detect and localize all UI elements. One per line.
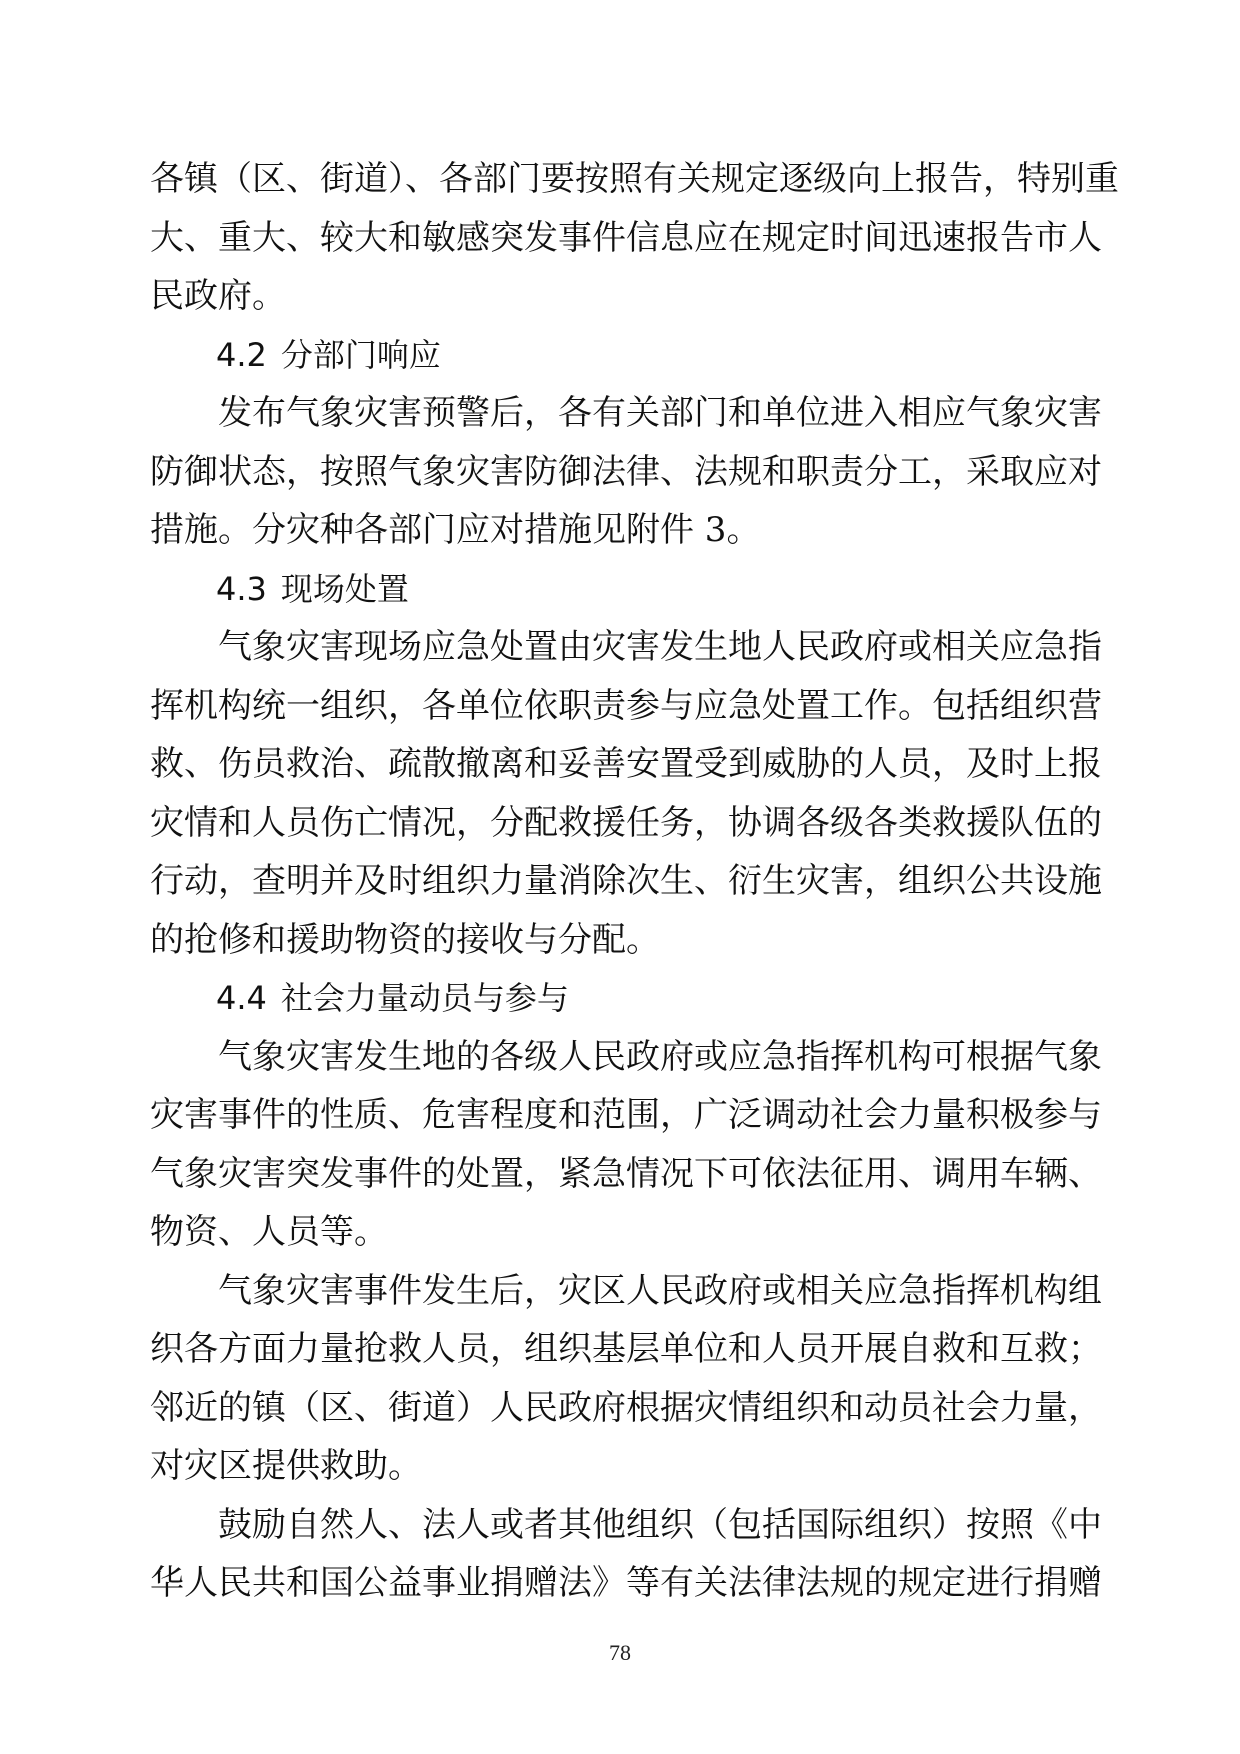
text-line: 民政府。 xyxy=(150,276,286,316)
paragraph xyxy=(150,618,1102,969)
section-title: 社会力量动员与参与 xyxy=(280,979,569,1017)
text-line: 防御状态，按照气象灾害防御法律、法规和职责分工，采取应对 xyxy=(150,451,1102,492)
text-line: 灾害事件的性质、危害程度和范围，广泛调动社会力量积极参与 xyxy=(150,1095,1102,1135)
text-line: 对灾区提供救助。 xyxy=(150,1446,422,1486)
section-heading xyxy=(150,560,1090,619)
text-line: 救、伤员救治、疏散撤离和妥善安置受到威胁的人员，及时上报 xyxy=(150,744,1102,784)
section-number: 4.2 xyxy=(216,335,267,374)
section-title: 现场处置 xyxy=(280,569,409,608)
text-line: 织各方面力量抢救人员，组织基层单位和人员开展自救和互救； xyxy=(150,1329,1102,1369)
text-line: 大、重大、较大和敏感突发事件信息应在规定时间迅速报告市人 xyxy=(150,217,1102,258)
text-line: 挥机构统一组织，各单位依职责参与应急处置工作。包括组织营 xyxy=(150,685,1102,726)
text-line: 的抢修和援助物资的接收与分配。 xyxy=(150,919,660,960)
text-line: 气象灾害发生地的各级人民政府或应急指挥机构可根据气象 xyxy=(218,1036,1102,1077)
document-body xyxy=(150,150,1119,1613)
text-line: 物资、人员等。 xyxy=(150,1212,388,1252)
text-line: 气象灾害现场应急处置由灾害发生地人民政府或相关应急指 xyxy=(218,627,1102,667)
text-line: 鼓励自然人、法人或者其他组织（包括国际组织）按照《中 xyxy=(218,1504,1102,1545)
text-line: 华人民共和国公益事业捐赠法》等有关法律法规的规定进行捐赠 xyxy=(150,1563,1102,1603)
text-line: 灾情和人员伤亡情况，分配救援任务，协调各级各类救援队伍的 xyxy=(150,802,1102,843)
paragraph xyxy=(150,150,1119,326)
text-line: 各镇（区、街道）、各部门要按照有关规定逐级向上报告，特别重 xyxy=(150,159,1119,199)
paragraph xyxy=(150,384,1102,560)
section-title: 分部门响应 xyxy=(280,335,441,374)
section-number: 4.4 xyxy=(216,979,267,1017)
text-line: 行动，查明并及时组织力量消除次生、衍生灾害，组织公共设施 xyxy=(150,861,1102,901)
paragraph xyxy=(150,1262,1102,1496)
paragraph xyxy=(150,1496,1102,1613)
section-number: 4.3 xyxy=(216,569,267,608)
paragraph xyxy=(150,1028,1102,1262)
text-line: 气象灾害事件发生后，灾区人民政府或相关应急指挥机构组 xyxy=(218,1270,1102,1311)
text-line: 邻近的镇（区、街道）人民政府根据灾情组织和动员社会力量， xyxy=(150,1387,1102,1428)
section-heading xyxy=(150,326,1090,385)
text-line: 措施。分灾种各部门应对措施见附件 3。 xyxy=(150,510,761,550)
text-line: 气象灾害突发事件的处置，紧急情况下可依法征用、调用车辆、 xyxy=(150,1153,1102,1194)
section-heading xyxy=(150,969,1090,1028)
page-number: 78 xyxy=(609,1640,631,1665)
text-line: 发布气象灾害预警后，各有关部门和单位进入相应气象灾害 xyxy=(218,393,1102,433)
